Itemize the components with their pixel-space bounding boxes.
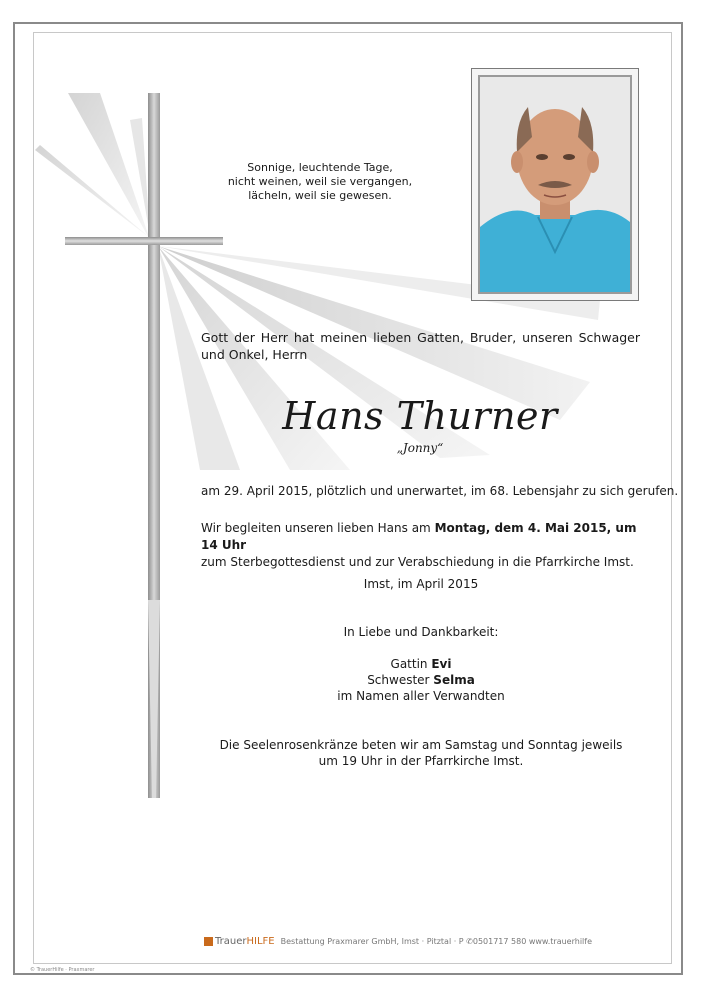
mourners-list [300,656,542,704]
intro-text: Gott der Herr hat meinen lieben Gatten, Bruder, unseren Schwager und Onkel, Herrn [201,330,640,362]
light-ray [68,93,150,240]
mourner-role: Schwester [367,673,434,687]
funeral-info [201,520,646,571]
mourner-role: Gattin [390,657,432,671]
footer-brand [215,936,275,947]
footer [204,935,592,947]
brand-part: Trauer [215,935,247,947]
deceased-name: Hans Thurner [282,394,558,438]
trauerhilfe-logo-icon [204,937,213,946]
portrait-image [480,77,630,292]
mourner-name: Evi [431,657,452,671]
rosary-line: um 19 Uhr in der Pfarrkirche Imst. [318,754,524,768]
footer-contact: Bestattung Praxmarer GmbH, Imst · Pitztal · P ✆0501717 580 www.trauerhilfe [280,936,593,946]
motto-line: Sonnige, leuchtende Tage, [247,161,393,174]
place-date: Imst, im April 2015 [363,577,479,591]
rosary-line: Die Seelenrosenkränze beten wir am Samstag und Sonntag jeweils [219,738,623,752]
funeral-date: Montag, dem 4. Mai 2015, um 14 Uhr [201,521,637,552]
motto-poem [205,161,435,203]
copyright-note: © TrauerHilfe · Praxmarer [30,967,95,973]
rosary-info [210,737,632,769]
funeral-text-pre: Wir begleiten unseren lieben Hans am [201,521,435,535]
portrait-photo [478,75,632,294]
mourner-others: im Namen aller Verwandten [337,689,505,703]
brand-part-accent: HILFE [246,935,275,947]
death-notice-line: am 29. April 2015, plötzlich und unerwartet, im 68. Lebensjahr zu sich gerufen. [201,484,679,498]
closing-line: In Liebe und Dankbarkeit: [343,625,499,639]
mourner-name: Selma [433,673,475,687]
motto-line: lächeln, weil sie gewesen. [248,189,392,202]
deceased-nickname: „Jonny“ [396,441,444,455]
funeral-text-post: zum Sterbegottesdienst und zur Verabschiedung in die Pfarrkirche Imst. [201,555,634,569]
portrait-frame [471,68,639,301]
mourner-spouse [300,656,542,672]
mourner-sister [300,672,542,688]
motto-line: nicht weinen, weil sie vergangen, [227,175,413,188]
cross-horizontal-beam [65,237,223,245]
